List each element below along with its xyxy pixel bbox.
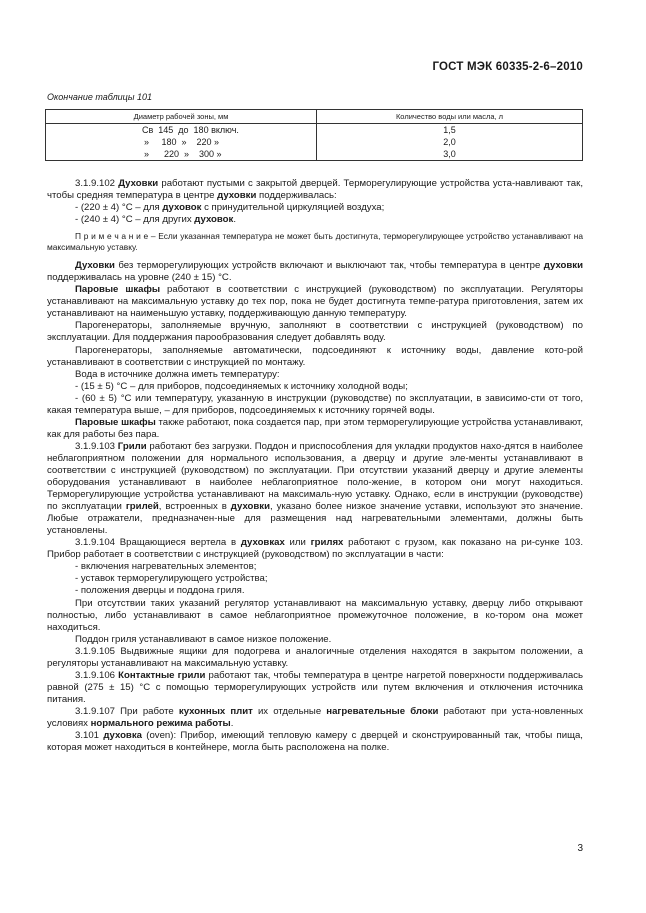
term-contact-grills: Контактные грили: [118, 669, 206, 681]
list-text: .: [233, 214, 237, 226]
paragraph-text: без терморегулирующих устройств включают и выключают так, чтобы температура в центре: [114, 260, 544, 272]
table-row: [46, 124, 583, 137]
table-cell-quantity: 3,0: [317, 148, 583, 161]
term-ovens: духовки: [230, 501, 270, 513]
clause-number: 3.1.9.103: [75, 440, 118, 452]
page-number: 3: [577, 843, 583, 854]
list-item: - (15 ± 5) °С – для приборов, подсоединяемых к источнику холодной воды;: [75, 380, 408, 392]
paragraph: Поддон гриля устанавливают в самое низкое положение.: [75, 633, 332, 645]
term-steam-cabinets: Паровые шкафы: [75, 284, 161, 296]
paragraph-text: поддерживалась на уровне (240 ± 15) °С.: [47, 272, 232, 284]
paragraph-3-1-9-104: [47, 537, 583, 561]
list-item: - включения нагревательных элементов;: [75, 561, 257, 573]
term-ovens: духовок: [162, 202, 202, 214]
table-cell-diameter: » 180 » 220 »: [46, 136, 317, 148]
table-row: [46, 136, 583, 148]
paragraph-3-1-9-103: [47, 441, 583, 537]
paragraph-text: их отдельные: [252, 705, 327, 717]
paragraph-text: также работают, пока создается пар, при этом терморегулирующие устройства устанавливают, как для работы без пара.: [47, 416, 584, 440]
term-grills: Грили: [117, 440, 147, 452]
table-row: [46, 148, 583, 161]
paragraph-text: или: [284, 537, 311, 549]
paragraph-text: работают с грузом, как показано на ри-сунке 103. Прибор работает в соответствии с инструкцией (руководством) по эксплуатации в части:: [47, 537, 583, 561]
list-text: - (220 ± 4) °С – для: [75, 202, 163, 214]
body-text: [47, 178, 583, 754]
paragraph-text: 3.1.9.107 При работе: [75, 705, 179, 717]
paragraph: Парогенераторы, заполняемые вручную, заполняют в соответствии с инструкцией (руководством) по эксплуатации. Для поддержания парообразования следует добавлять воду.: [47, 320, 583, 344]
list-item: [47, 202, 583, 214]
note: [47, 231, 583, 253]
term-ovens: Духовки: [75, 260, 115, 272]
column-header-quantity: Количество воды или масла, л: [317, 110, 583, 124]
paragraph-3-1-9-107: [47, 706, 583, 730]
term-steam-cabinets: Паровые шкафы: [75, 416, 156, 428]
paragraph-text: .: [230, 717, 234, 729]
note-label: П р и м е ч а н и е: [75, 231, 149, 242]
list-item: - (60 ± 5) °С или температуру, указанную в инструкции (руководстве) по эксплуатации, в зависимо-сти от того, какая температура выше, – для приборов, подсоединяемых к источнику горячей воды.: [47, 392, 583, 416]
term-cooking-ranges: кухонных плит: [178, 705, 253, 717]
list-item: - положения дверцы и поддона гриля.: [75, 585, 245, 597]
term-oven: духовки: [217, 190, 257, 202]
paragraph-text: работают без загрузки. Поддон и приспособления для укладки продуктов нахо-дятся в наиболее неблагоприятном положении для нормального использования, а дверцу и другие эле-менты устанавливают в соответствии с инструкцией (руководством) по эксплуатации. При отсутствии указаний дверцу и другие элементы оборудования устанавливают в наиболее неблагоприятное поло-жение, в котором они могут находиться. Терморегулирующие устройства устанавливают на максималь-ную уставку. Однако, если в инструкции (руководстве) по эксплуатации: [47, 440, 583, 513]
table-cell-quantity: 2,0: [317, 136, 583, 148]
table-header-row: [46, 110, 583, 124]
column-header-diameter: Диаметр рабочей зоны, мм: [46, 110, 317, 124]
list-item: - уставок терморегулирующего устройства;: [75, 573, 268, 585]
paragraph-text: работают пустыми с закрытой дверцей. Терморегулирующие устройства уста-навливают так, чтобы средняя температура в центре: [47, 178, 583, 202]
list-item: [47, 214, 583, 226]
paragraph: Парогенераторы, заполняемые автоматически, подсоединяют к источнику воды, давление кото-рой устанавливают в соответствии с инструкцией по монтажу.: [47, 344, 583, 368]
clause-number: 3.1.9.106: [75, 669, 119, 681]
paragraph-text: работают при уста-новленных условиях: [47, 705, 584, 729]
term-ovens: духовок: [194, 214, 234, 226]
definition-3-101: [47, 730, 583, 754]
paragraph-text: работают в соответствии с инструкцией (руководством) по эксплуатации. Регуляторы устанавливают на максимальную уставку до тех пор, пока не будет достигнута темпе-ратура приготовления, затем их устанавливают на наименьшую уставку, поддерживающую данную температуру.: [47, 284, 584, 320]
list-text: - (240 ± 4) °С – для других: [75, 214, 195, 226]
paragraph: При отсутствии таких указаний регулятор устанавливают на максимальную уставку, дверцу либо открывают полностью, либо устанавливают в самое неблагоприятное промежуточное положение, в ко-тором она может находиться.: [47, 597, 583, 633]
paragraph-text: работают так, чтобы температура в центре нагретой поверхности поддерживалась равной (275 ± 15) °С с помощью терморегулирующих устройств или путем включения и отключения источника питания.: [47, 669, 584, 705]
list-text: с принудительной циркуляцией воздуха;: [201, 202, 385, 214]
paragraph-text: , встроенных в: [158, 501, 231, 513]
term-ovens: Духовки: [118, 178, 159, 189]
note-text: – Если указанная температура не может быть достигнута, терморегулирующее устройство устанавливают на максимальную уставку.: [47, 231, 583, 253]
paragraph-3-1-9-106: [47, 670, 583, 706]
term-grills: грилей: [125, 501, 159, 513]
paragraph: Вода в источнике должна иметь температуру:: [75, 368, 280, 380]
clause-number: 3.1.9.102: [75, 178, 119, 189]
document-standard-header: ГОСТ МЭК 60335-2-6–2010: [432, 61, 583, 73]
term-normal-operation: нормального режима работы: [90, 717, 231, 729]
paragraph-text: (oven): Прибор, имеющий тепловую камеру с дверцей и сконструированный так, чтобы пища, которая может находиться в контейнере, могла быть расположена на полке.: [47, 730, 583, 754]
clause-number: 3.101: [75, 730, 104, 742]
paragraph-3-1-9-102: [47, 178, 583, 202]
term-grills: грилях: [310, 537, 344, 549]
table-cell-diameter: Св 145 до 180 включ.: [46, 124, 317, 137]
paragraph: [47, 260, 583, 284]
paragraph-text: 3.1.9.104 Вращающиеся вертела в: [75, 537, 241, 549]
paragraph: [47, 417, 583, 441]
paragraph-text: , указано более низкое значение уставки, используют это значение. Любые отражатели, предназначен-ные для размещения над нагревательными элементами, должны быть установлены.: [47, 501, 583, 537]
table-cell-quantity: 1,5: [317, 124, 583, 137]
term-oven: духовки: [543, 260, 583, 272]
paragraph-text: поддерживалась:: [256, 190, 337, 202]
paragraph: [47, 284, 583, 320]
term-ovens: духовках: [240, 537, 285, 549]
term-heating-units: нагревательные блоки: [326, 705, 439, 717]
table-caption: Окончание таблицы 101: [47, 92, 152, 102]
term-oven: духовка: [103, 730, 142, 742]
table-cell-diameter: » 220 » 300 »: [46, 148, 317, 161]
table-101: [45, 109, 583, 161]
paragraph-3-1-9-105: 3.1.9.105 Выдвижные ящики для подогрева и аналогичные отделения находятся в закрытом положении, а регуляторы устанавливают на максимальную уставку.: [47, 645, 583, 669]
